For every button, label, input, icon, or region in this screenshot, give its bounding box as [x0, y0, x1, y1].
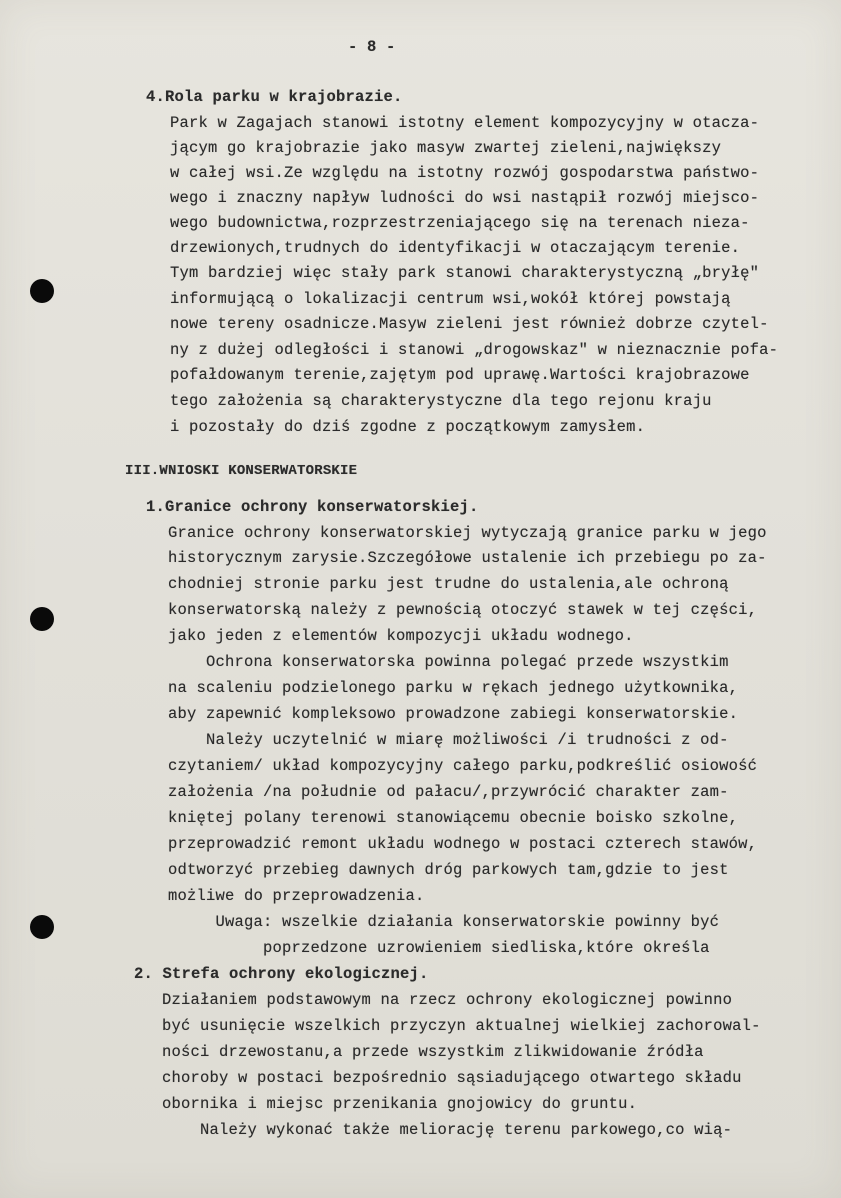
text-line: kniętej polany terenowi stanowiącemu obecnie boisko szkolne, [168, 809, 739, 827]
section-4-title: 4.Rola parku w krajobrazie. [146, 88, 403, 106]
text-line: informującą o lokalizacji centrum wsi,wokół której powstają [170, 290, 731, 308]
text-line: w całej wsi.Ze względu na istotny rozwój gospodarstwa państwo- [170, 164, 760, 182]
text-line: być usunięcie wszelkich przyczyn aktualnej wielkiej zachorowal- [162, 1017, 761, 1035]
punch-hole [30, 279, 54, 303]
text-line: przeprowadzić remont układu wodnego w postaci czterech stawów, [168, 835, 758, 853]
text-line: pofałdowanym terenie,zajętym pod uprawę.Wartości krajobrazowe [170, 366, 750, 384]
text-line: obornika i miejsc przenikania gnojowicy do gruntu. [162, 1095, 638, 1113]
text-line: Należy wykonać także meliorację terenu parkowego,co wią- [162, 1121, 733, 1139]
text-line: ny z dużej odległości i stanowi „drogowskaz" w nieznacznie pofa- [170, 341, 779, 359]
text-line: Park w Zagajach stanowi istotny element kompozycyjny w otacza- [170, 114, 760, 132]
page-number: - 8 - [348, 38, 396, 56]
text-line: Granice ochrony konserwatorskiej wytyczają granice parku w jego [168, 524, 767, 542]
text-line: wego i znaczny napływ ludności do wsi nastąpił rozwój miejsco- [170, 189, 760, 207]
text-line: odtworzyć przebieg dawnych dróg parkowych tam,gdzie to jest [168, 861, 729, 879]
text-line: choroby w postaci bezpośrednio sąsiadującego otwartego składu [162, 1069, 742, 1087]
subsection-1-title: 1.Granice ochrony konserwatorskiej. [146, 498, 479, 516]
text-line: jącym go krajobrazie jako masyw zwartej zieleni,największy [170, 139, 722, 157]
text-line: chodniej stronie parku jest trudne do ustalenia,ale ochroną [168, 575, 729, 593]
punch-hole [30, 607, 54, 631]
text-line: możliwe do przeprowadzenia. [168, 887, 425, 905]
text-line: i pozostały do dziś zgodne z początkowym zamysłem. [170, 418, 646, 436]
text-line: wego budownictwa,rozprzestrzeniającego się na terenach nieza- [170, 214, 750, 232]
text-line: Działaniem podstawowym na rzecz ochrony ekologicznej powinno [162, 991, 733, 1009]
text-line: na scaleniu podzielonego parku w rękach jednego użytkownika, [168, 679, 739, 697]
text-line: założenia /na południe od pałacu/,przywrócić charakter zam- [168, 783, 729, 801]
subsection-2-title: 2. Strefa ochrony ekologicznej. [134, 965, 429, 983]
text-line: Uwaga: wszelkie działania konserwatorskie powinny być [168, 913, 720, 931]
text-line: Tym bardziej więc stały park stanowi charakterystyczną „bryłę" [170, 264, 760, 282]
text-line: jako jeden z elementów kompozycji układu wodnego. [168, 627, 634, 645]
text-line: drzewionych,trudnych do identyfikacji w otaczającym terenie. [170, 239, 741, 257]
text-line: aby zapewnić kompleksowo prowadzone zabiegi konserwatorskie. [168, 705, 739, 723]
text-line: Należy uczytelnić w miarę możliwości /i trudności z od- [168, 731, 729, 749]
text-line: tego założenia są charakterystyczne dla tego rejonu kraju [170, 392, 712, 410]
text-line: Ochrona konserwatorska powinna polegać przede wszystkim [168, 653, 729, 671]
text-line: konserwatorską należy z pewnością otoczyć stawek w tej części, [168, 601, 758, 619]
punch-hole [30, 915, 54, 939]
text-line: poprzedzone uzrowieniem siedliska,które określa [168, 939, 710, 957]
text-line: ności drzewostanu,a przede wszystkim zlikwidowanie źródła [162, 1043, 704, 1061]
text-line: czytaniem/ układ kompozycyjny całego parku,podkreślić osiowość [168, 757, 758, 775]
text-line: nowe tereny osadnicze.Masyw zieleni jest również dobrze czytel- [170, 315, 769, 333]
section-iii-title: III.WNIOSKI KONSERWATORSKIE [125, 463, 358, 479]
text-line: historycznym zarysie.Szczegółowe ustalenie ich przebiegu po za- [168, 549, 767, 567]
